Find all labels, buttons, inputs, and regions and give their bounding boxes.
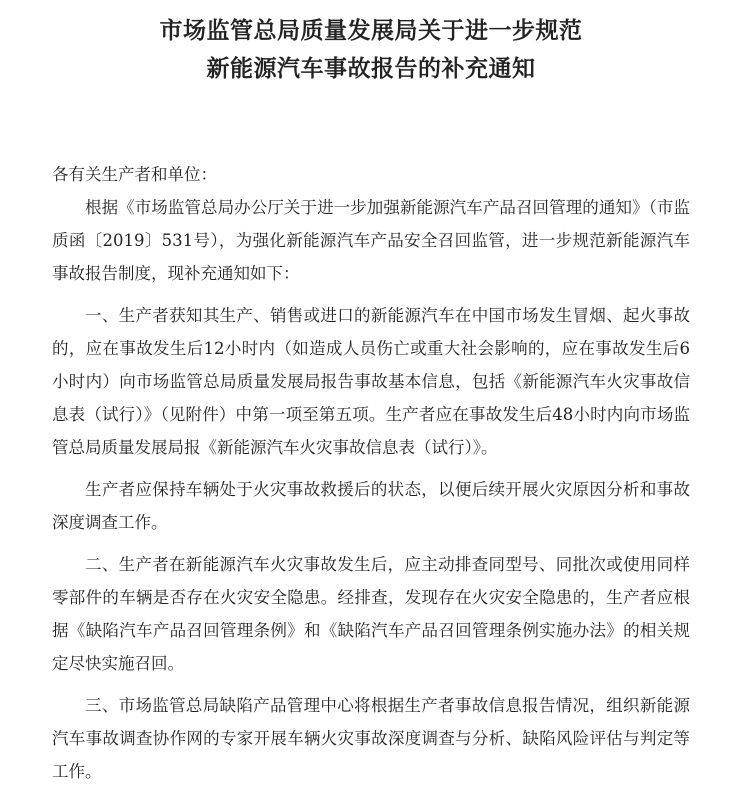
paragraph-intro: 根据《市场监管总局办公厅关于进一步加强新能源汽车产品召回管理的通知》（市监质函〔2019〕531号），为强化新能源汽车产品安全召回监管，进一步规范新能源汽车事故报告制度，现补充通知如下： — [52, 198, 690, 283]
paragraph-item-2: 二、生产者在新能源汽车火灾事故发生后，应主动排查同型号、同批次或使用同样零部件的车辆是否存在火灾安全隐患。经排查，发现存在火灾安全隐患的，生产者应根据《缺陷汽车产品召回管理条例》和《缺陷汽车产品召回管理条例实施办法》的相关规定尽快实施召回。 — [52, 555, 690, 673]
notice-document — [52, 12, 690, 797]
document-title-line-1: 市场监管总局质量发展局关于进一步规范 — [159, 18, 583, 44]
paragraph-item-1: 一、生产者获知其生产、销售或进口的新能源汽车在中国市场发生冒烟、起火事故的，应在事故发生后12小时内（如造成人员伤亡或重大社会影响的，应在事故发生后6小时内）向市场监管总局质量发展局报告事故基本信息，包括《新能源汽车火灾事故信息表（试行）》（见附件）中第一项至第五项。生产者应在事故发生后48小时内向市场监管总局质量发展局报《新能源汽车火灾事故信息表（试行）》。 — [52, 306, 690, 457]
salutation: 各有关生产者和单位： — [52, 165, 217, 184]
document-title-line-2: 新能源汽车事故报告的补充通知 — [206, 56, 536, 82]
paragraph-item-1-note: 生产者应保持车辆处于火灾事故救援后的状态，以便后续开展火灾原因分析和事故深度调查工作。 — [52, 480, 690, 532]
paragraph-item-3: 三、市场监管总局缺陷产品管理中心将根据生产者事故信息报告情况，组织新能源汽车事故调查协作网的专家开展车辆火灾事故深度调查与分析、缺陷风险评估与判定等工作。 — [52, 696, 690, 781]
document-body — [52, 158, 690, 788]
